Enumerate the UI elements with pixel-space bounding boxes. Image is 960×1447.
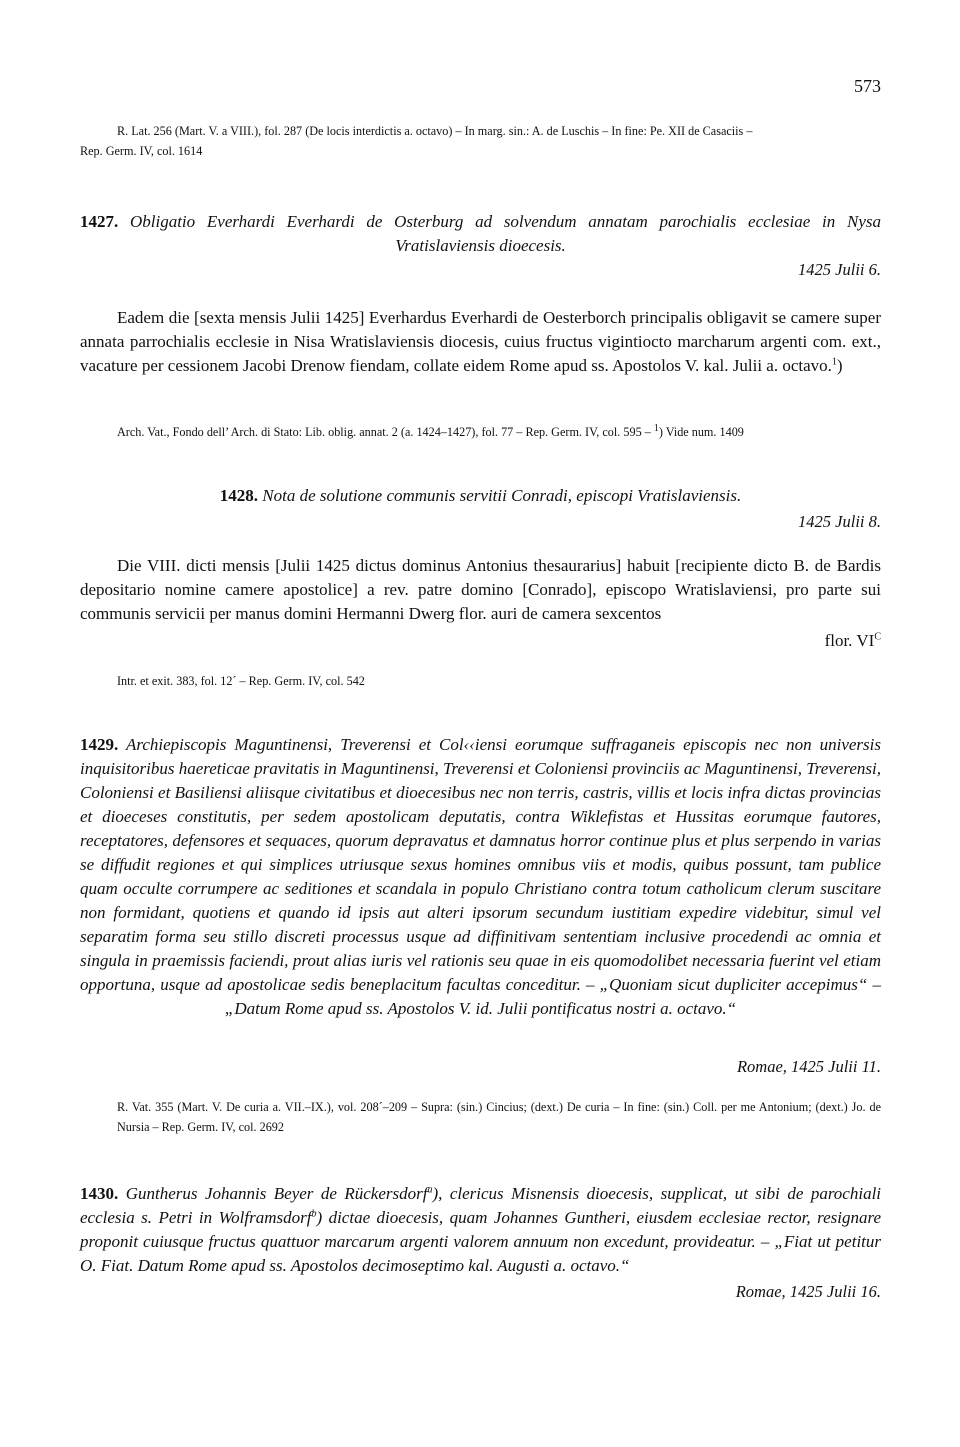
amount-superscript: C [874,631,881,643]
entry-1429-title [80,733,881,1021]
entry-title-part-a: Guntherus Johannis Beyer de Rückersdorf [125,1184,428,1203]
entry-1429-date: Romae, 1425 Julii 11. [736,1057,881,1076]
entry-1428-source [80,672,881,692]
source-footnote-mark: 1 [653,422,659,434]
source-text: Arch. Vat., Fondo dell’ Arch. di Stato: Lib. oblig. annat. 2 (a. 1424–1427), fol. 77 – Rep. Germ. IV, col. 595 – [117,425,654,439]
entry-number: 1427. [80,212,119,231]
page-number: 573 [854,76,881,96]
entry-1427-source [80,423,881,443]
entry-body-text: Eadem die [sexta mensis Julii 1425] Everhardus Everhardi de Oesterborch principalis obligavit se camere super annata parrochialis ecclesie in Nisa Wratislaviensis diocesis, cuius fructus vigintiocto marcharum argenti com. ext., vacature per cessionem Jacobi Drenow fiendam, collate eidem Rome apud ss. Apostolos V. kal. Julii a. octavo. [80,308,881,375]
amount-text: flor. VI [824,631,875,650]
entry-1427-title [80,210,881,258]
entry-1427-body [80,306,881,378]
entry-1428-date: 1425 Julii 8. [798,512,881,531]
entry-1428-title [80,484,881,508]
entry-number: 1430. [80,1184,119,1203]
entry-1428-amount [80,629,881,653]
header-source-note [80,122,881,161]
entry-1427-date: 1425 Julii 6. [798,260,881,279]
entry-title-part-c: ) dictae dioecesis, quam Johannes Guntheri, eiusdem ecclesiae rector, resignare proponit cuiusque fructus quattuor marcarum argenti valorem annuum non excedunt, provideatur. – „Fiat ut petitur O. Fiat. Datum Rome apud ss. Apostolos decimoseptimo kal. Augusti a. octavo.“ [80,1208,881,1275]
entry-1429-source [80,1098,881,1137]
entry-title-text: Obligatio Everhardi Everhardi de Osterburg ad solvendum annatam parochialis ecclesiae in Nysa Vratislaviensis dioecesis. [129,212,881,255]
footnote-mark-b: b [311,1208,317,1220]
footnote-text: ) Vide num. 1409 [658,425,744,439]
header-note-line1: R. Lat. 256 (Mart. V. a VIII.), fol. 287 (De locis interdictis a. octavo) – In marg. sin.: A. de Luschis – In fine: Pe. XII de Casaciis – [117,124,753,138]
entry-1430-date: Romae, 1425 Julii 16. [735,1282,881,1301]
entry-title-text: Archiepiscopis Maguntinensi, Treverensi et Col‹‹iensi eorumque suffraganeis episcopis nec non universis inquisitoribus haereticae pravitatis in Maguntinensi, Treverensi et Coloniensi provinciis ac Maguntinensi, Treverensi, Coloniensi et Basiliensi aliisque civitatibus et dioecesibus nec non terris, castris, villis et locis infra dictas provincias et dioeceses constitutis, per sedem apostolicam deputatis, contra Wiklefistas et Hussitas eorumque fautores, receptatores, defensores et sequaces, quorum depravatus et damnatus horror continue plus et plus serpendo in varias se diffudit regiones et qui simplices utriusque sexus homines omnibus viis et modis, quibus possunt, tam publice quam occulte corrumpere ac seditiones et scandala in populo Christiano contra totum catholicum clerum suscitare non formidant, quotiens et quando id ipsis aut alteri ipsorum secundum iustitiam expedire videbitur, simul vel separatim forma seu stillo discreti processus usque ad diffinitivam sententiam inclusive procedendi ac omnia et singula in praemissis faciendi, prout alias iuris vel rationis seu quae in eis quomodolibet necessaria fuerint vel etiam opportuna, usque ad apostolicae sedis beneplacitum facultas conceditur. – „Quoniam sicut dupliciter accepimus“ – „Datum Rome apud ss. Apostolos V. id. Julii pontificatus nostri a. octavo.“ [80,735,881,1018]
entry-1428-body: Die VIII. dicti mensis [Julii 1425 dictus dominus Antonius thesaurarius] habuit [recipiente dicto B. de Bardis depositario nomine camere apostolice] a rev. patre domino [Conrado], episcopo Wratislaviensi, pro parte sui communis servicii per manus domini Hermanni Dwerg flor. auri de camera sexcentos [80,556,881,623]
source-text: R. Vat. 355 (Mart. V. De curia a. VII.–IX.), vol. 208´–209 – Supra: (sin.) Cincius; (dext.) De curia – In fine: (sin.) Coll. per me Antonium; (dext.) Jo. de Nursia – Rep. Germ. IV, col. 2692 [117,1100,881,1134]
footnote-paren: ) [836,356,843,375]
footnote-mark: 1 [831,356,837,368]
entry-number: 1429. [80,735,119,754]
footnote-mark-a: a [427,1184,433,1196]
header-note-line2: Rep. Germ. IV, col. 1614 [80,143,203,158]
source-text: Intr. et exit. 383, fol. 12´ – Rep. Germ. IV, col. 542 [117,674,365,688]
entry-title-text: Nota de solutione communis servitii Conradi, episcopi Vratislaviensis. [262,486,742,505]
entry-title-part-b: ), clericus Misnensis dioecesis, supplicat, ut sibi de parochiali ecclesia s. Petri in Wolframsdorf [80,1184,882,1227]
entry-1430-title [80,1182,881,1278]
entry-number: 1428. [219,486,259,505]
